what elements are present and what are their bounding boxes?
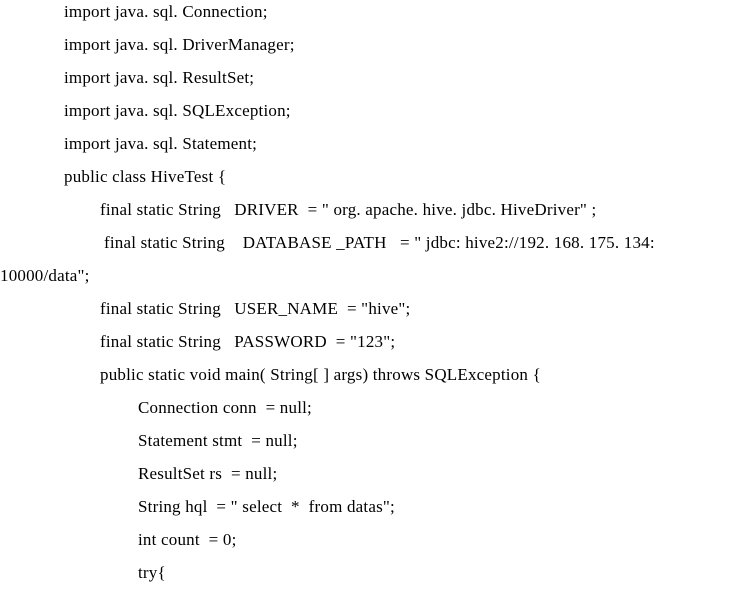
code-line-17: int count = 0; [138, 530, 237, 549]
code-line-15: ResultSet rs = null; [138, 464, 278, 483]
code-line-13: Connection conn = null; [138, 398, 312, 417]
code-line-6: public class HiveTest { [64, 167, 227, 186]
code-line-8: final static String DATABASE _PATH = " jdbc: hive2://192. 168. 175. 134: [104, 233, 655, 252]
code-line-18: try{ [138, 563, 166, 582]
code-line-7: final static String DRIVER = " org. apache. hive. jdbc. HiveDriver" ; [100, 200, 597, 219]
code-line-4: import java. sql. SQLException; [64, 101, 291, 120]
code-line-9: 10000/data"; [0, 266, 90, 285]
code-line-2: import java. sql. DriverManager; [64, 35, 295, 54]
code-line-14: Statement stmt = null; [138, 431, 298, 450]
code-line-16: String hql = " select * from datas"; [138, 497, 395, 516]
code-line-5: import java. sql. Statement; [64, 134, 258, 153]
code-line-1: import java. sql. Connection; [64, 2, 268, 21]
code-line-10: final static String USER_NAME = "hive"; [100, 299, 411, 318]
code-line-11: final static String PASSWORD = "123"; [100, 332, 396, 351]
code-line-12: public static void main( String[ ] args) throws SQLException { [100, 365, 541, 384]
code-line-3: import java. sql. ResultSet; [64, 68, 255, 87]
